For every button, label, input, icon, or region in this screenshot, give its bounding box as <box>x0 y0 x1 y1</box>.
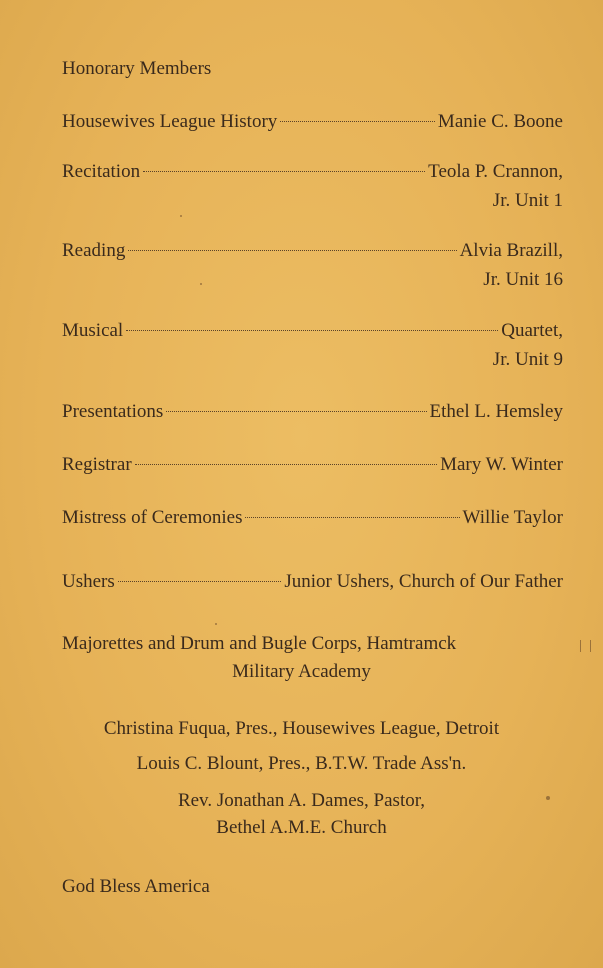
program-item-reading <box>62 236 563 294</box>
closing-anthem: God Bless America <box>62 876 210 897</box>
item-value: Quartet, <box>501 320 563 341</box>
leader-dots <box>143 171 425 172</box>
item-label: Recitation <box>62 161 141 182</box>
item-value: Manie C. Boone <box>437 111 563 132</box>
item-value: Teola P. Crannon, <box>428 161 563 182</box>
official-line: Rev. Jonathan A. Dames, Pastor, <box>177 790 426 811</box>
official-line: Bethel A.M.E. Church <box>216 817 387 838</box>
program-item-mistress <box>62 503 563 532</box>
program-item-presentations <box>62 397 563 426</box>
program-item-history <box>62 107 563 136</box>
item-value: Ethel L. Hemsley <box>429 401 563 422</box>
leader-dots <box>128 250 456 251</box>
item-value: Willie Taylor <box>462 507 563 528</box>
item-value: Alvia Brazill, <box>459 240 563 261</box>
item-value: Junior Ushers, Church of Our Father <box>284 571 563 592</box>
item-value: Mary W. Winter <box>440 454 563 475</box>
item-label: Reading <box>62 240 126 261</box>
leader-dots <box>280 121 435 122</box>
item-label: Presentations <box>62 401 164 422</box>
majorettes-line1: Majorettes and Drum and Bugle Corps, Hamtramck <box>62 633 457 654</box>
item-label: Housewives League History <box>62 111 278 132</box>
item-continuation: Jr. Unit 9 <box>492 349 563 370</box>
leader-dots <box>118 581 282 582</box>
program-item-musical <box>62 316 563 374</box>
item-continuation: Jr. Unit 1 <box>492 190 563 211</box>
item-label: Musical <box>62 320 124 341</box>
official-line: Louis C. Blount, Pres., B.T.W. Trade Ass'n. <box>136 753 467 774</box>
paper-speck <box>580 640 581 652</box>
honorary-members: Honorary Members <box>62 58 212 79</box>
program-item-recitation <box>62 157 563 215</box>
item-label: Ushers <box>62 571 115 592</box>
paper-speck <box>546 796 550 800</box>
item-label: Registrar <box>62 454 132 475</box>
paper-speck <box>200 283 202 285</box>
leader-dots <box>166 411 426 412</box>
leader-dots <box>126 330 498 331</box>
paper-speck <box>180 215 182 217</box>
official-line: Christina Fuqua, Pres., Housewives League, Detroit <box>103 718 500 739</box>
program-item-registrar <box>62 450 563 479</box>
item-label: Mistress of Ceremonies <box>62 507 243 528</box>
program-item-ushers <box>62 567 563 596</box>
leader-dots <box>245 517 459 518</box>
item-continuation: Jr. Unit 16 <box>483 269 563 290</box>
majorettes-line2: Military Academy <box>232 661 371 682</box>
leader-dots <box>135 464 437 465</box>
paper-speck <box>590 640 591 652</box>
paper-speck <box>215 623 217 625</box>
